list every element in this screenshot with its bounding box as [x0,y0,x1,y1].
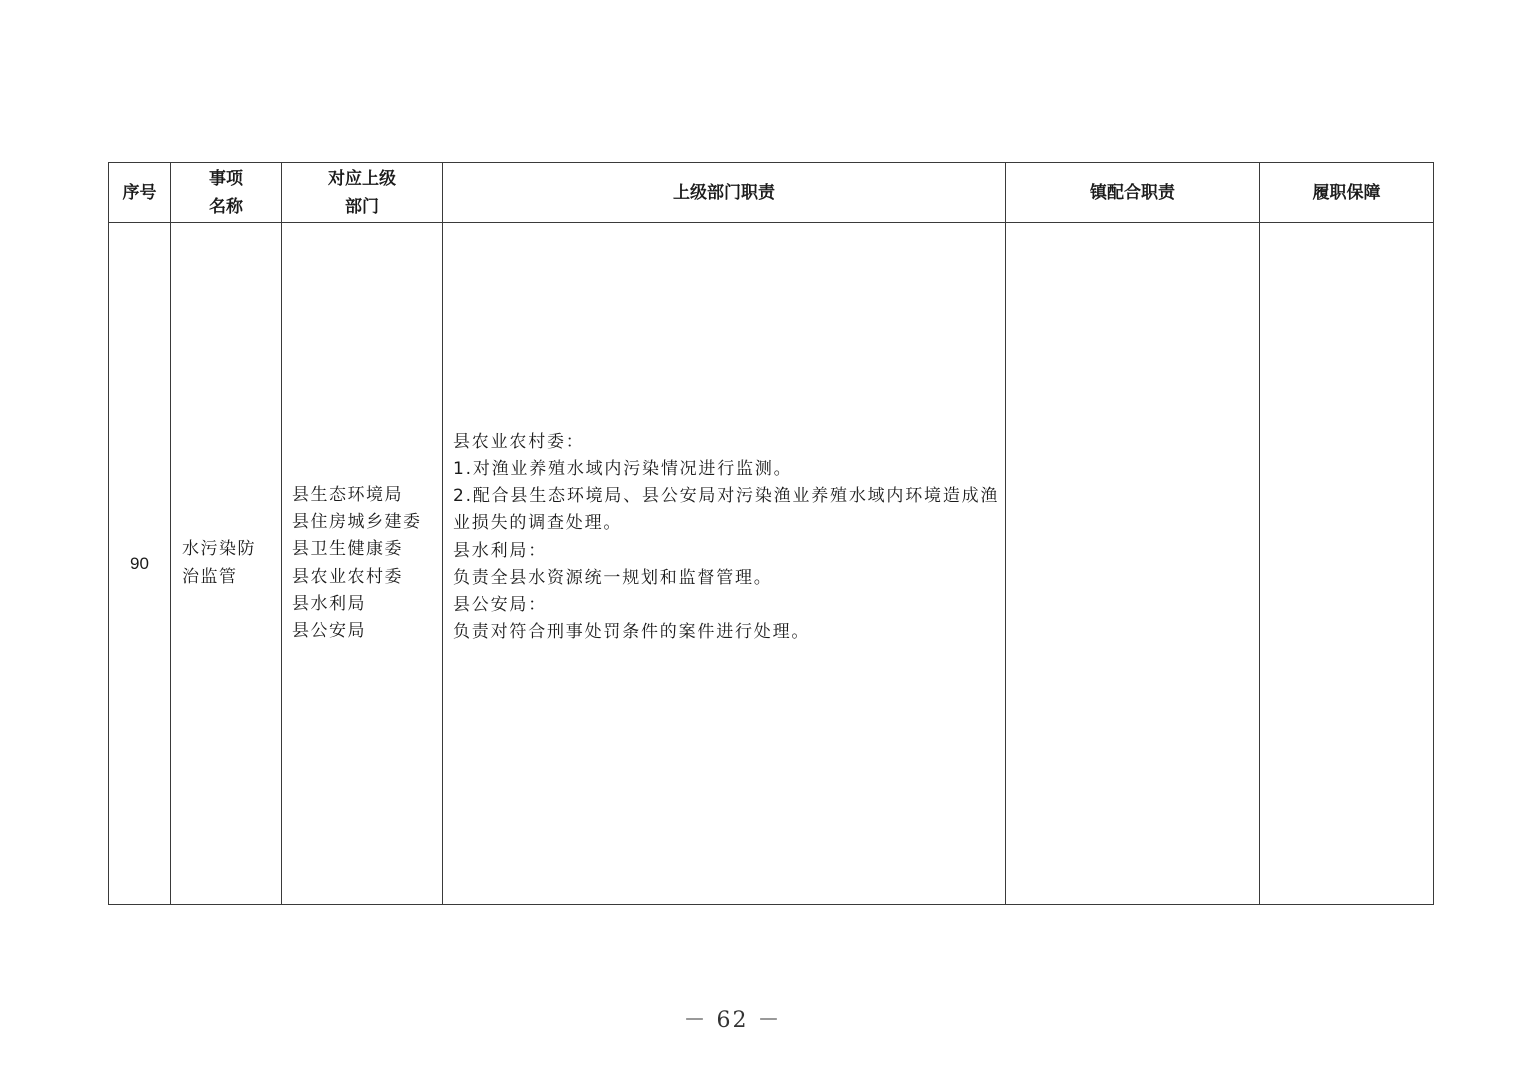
header-town-duty-line: 镇配合职责 [1090,182,1175,202]
responsibility-table [108,162,1434,905]
duty-line-3: 2.配合县生态环境局、县公安局对污染渔业养殖水域内环境造成渔 [453,486,1000,507]
header-superior-dept [282,163,443,223]
header-superior-dept-line-2: 部门 [345,196,379,216]
header-row [109,163,1434,223]
superior-dept-cell [282,223,443,905]
item-name-line-1: 水污染防 [182,539,256,560]
duty-line-5: 县水利局： [453,540,547,561]
header-seq-line: 序号 [122,182,157,202]
header-item-name-line-2: 名称 [209,196,243,216]
seq-cell: 90 [109,223,171,905]
dept-line-4: 县农业农村委 [292,566,403,587]
header-town-duty [1006,163,1260,223]
dept-line-1: 县生态环境局 [292,484,403,505]
duty-line-4: 业损失的调查处理。 [453,513,623,534]
item-name-line-2: 治监管 [182,566,238,587]
superior-duty-cell [443,223,1006,905]
dept-line-2: 县住房城乡建委 [292,512,422,533]
town-duty-cell [1006,223,1260,905]
guarantee-cell [1260,223,1434,905]
header-guarantee [1260,163,1434,223]
item-name-cell [171,223,282,905]
duty-line-7: 县公安局： [453,594,547,615]
dept-line-6: 县公安局 [292,620,366,641]
header-seq [109,163,171,223]
dept-line-5: 县水利局 [292,593,366,614]
header-superior-dept-line-1: 对应上级 [328,168,396,188]
dept-line-3: 县卫生健康委 [292,539,403,560]
duty-line-1: 县农业农村委： [453,431,585,452]
header-item-name [171,163,282,223]
header-superior-duty-line: 上级部门职责 [673,182,775,202]
duty-line-8: 负责对符合刑事处罚条件的案件进行处理。 [453,622,811,643]
header-superior-duty [443,163,1006,223]
duty-line-6: 负责全县水资源统一规划和监督管理。 [453,567,773,588]
table-row [109,223,1434,905]
header-item-name-line-1: 事项 [209,168,243,188]
header-guarantee-line: 履职保障 [1312,182,1381,202]
page-number: － 62 － [683,1008,782,1033]
duty-line-2: 1.对渔业养殖水域内污染情况进行监测。 [453,458,793,479]
